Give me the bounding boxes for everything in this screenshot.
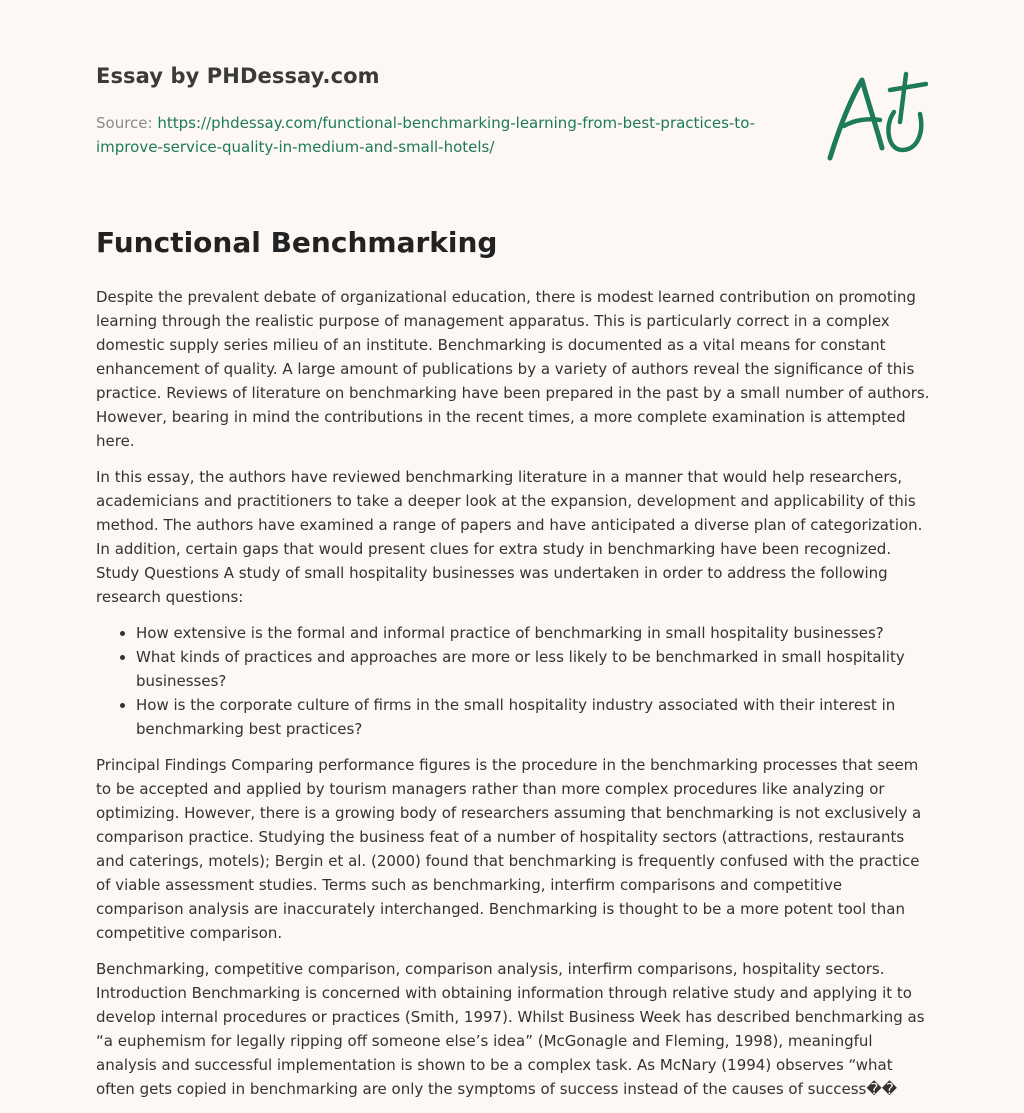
list-item: • How is the corporate culture of firms in the small hospitality industry associated with their interest in benchmarking best practices? <box>136 693 932 741</box>
source-link[interactable]: https://phdessay.com/functional-benchmarking-learning-from-best-practices-to-improve-service-quality-in-medium-and-small-hotels/ <box>96 114 756 156</box>
essay-body <box>96 285 932 1113</box>
a-plus-logo-icon <box>824 68 928 164</box>
paragraph: Benchmarking, competitive comparison, comparison analysis, interfirm comparisons, hospitality sectors. Introduction Benchmarking is concerned with obtaining information through relative study and applying it to develop internal procedures or practices (Smith, 1997). Whilst Business Week has described benchmarking as “a euphemism for legally ripping off someone else’s idea” (McGonagle and Fleming, 1998), meaningful analysis and successful implementation is shown to be a complex task. As McNary (1994) observes “what often gets copied in benchmarking are only the symptoms of success instead of the causes of success�� <box>96 960 925 1098</box>
list-item: • How extensive is the formal and informal practice of benchmarking in small hospitality businesses? <box>136 621 932 645</box>
research-questions-list <box>96 621 932 741</box>
essay-title: Functional Benchmarking <box>96 226 498 259</box>
paragraph: Despite the prevalent debate of organizational education, there is modest learned contribution on promoting learning through the realistic purpose of management apparatus. This is particularly correct in a complex domestic supply series milieu of an institute. Benchmarking is documented as a vital means for constant enhancement of quality. A large amount of publications by a variety of authors reveal the significance of this practice. Reviews of literature on benchmarking have been prepared in the past by a small number of authors. However, bearing in mind the contributions in the recent times, a more complete examination is attempted here. <box>96 288 930 450</box>
loop-stroke <box>888 112 921 150</box>
site-brand[interactable]: Essay by PHDessay.com <box>96 64 380 88</box>
source-label: Source: <box>96 114 153 132</box>
plus-vertical <box>900 74 906 122</box>
plus-horizontal <box>890 84 926 90</box>
list-item: • What kinds of practices and approaches are more or less likely to be benchmarked in small hospitality businesses? <box>136 645 932 693</box>
source-line <box>96 111 796 159</box>
paragraph: In this essay, the authors have reviewed benchmarking literature in a manner that would help researchers, academicians and practitioners to take a deeper look at the expansion, development and applicability of this method. The authors have examined a range of papers and have anticipated a diverse plan of categorization. In addition, certain gaps that would present clues for extra study in benchmarking have been recognized. Study Questions A study of small hospitality businesses was undertaken in order to address the following research questions: <box>96 468 923 606</box>
paragraph: Principal Findings Comparing performance figures is the procedure in the benchmarking processes that seem to be accepted and applied by tourism managers rather than more complex procedures like analyzing or optimizing. However, there is a growing body of researchers assuming that benchmarking is not exclusively a comparison practice. Studying the business feat of a number of hospitality sectors (attractions, restaurants and caterings, motels); Bergin et al. (2000) found that benchmarking is frequently confused with the practice of viable assessment studies. Terms such as benchmarking, interfirm comparisons and competitive comparison analysis are inaccurately interchanged. Benchmarking is thought to be a more potent tool than competitive comparison. <box>96 756 922 942</box>
